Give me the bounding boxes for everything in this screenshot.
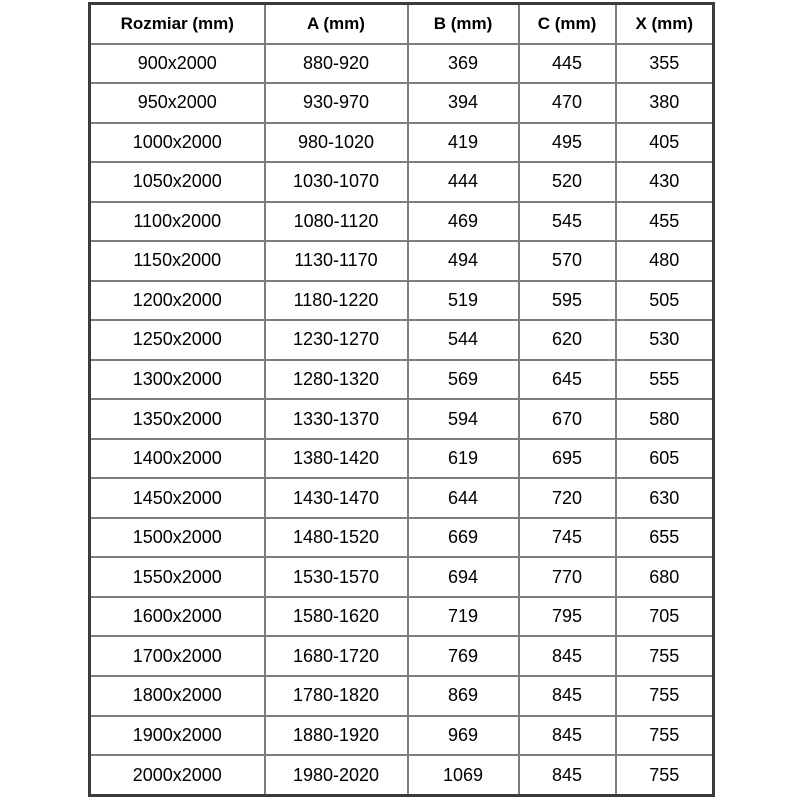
table-cell: 644 <box>408 478 519 518</box>
table-row <box>90 123 714 163</box>
table-cell: 770 <box>519 557 616 597</box>
table-cell: 2000x2000 <box>90 755 265 795</box>
table-cell: 594 <box>408 399 519 439</box>
table-cell: 1400x2000 <box>90 439 265 479</box>
table-row <box>90 557 714 597</box>
column-header: X (mm) <box>616 4 714 44</box>
table-cell: 544 <box>408 320 519 360</box>
table-cell: 845 <box>519 676 616 716</box>
table-cell: 1050x2000 <box>90 162 265 202</box>
table-cell: 430 <box>616 162 714 202</box>
table-cell: 845 <box>519 755 616 795</box>
table-cell: 405 <box>616 123 714 163</box>
table-cell: 1150x2000 <box>90 241 265 281</box>
table-cell: 1480-1520 <box>265 518 408 558</box>
table-cell: 394 <box>408 83 519 123</box>
table-cell: 570 <box>519 241 616 281</box>
table-cell: 1680-1720 <box>265 636 408 676</box>
table-row <box>90 755 714 795</box>
table-cell: 444 <box>408 162 519 202</box>
table-row <box>90 44 714 84</box>
table-cell: 795 <box>519 597 616 637</box>
table-body <box>90 44 714 796</box>
table-cell: 355 <box>616 44 714 84</box>
table-cell: 595 <box>519 281 616 321</box>
table-cell: 1100x2000 <box>90 202 265 242</box>
table-cell: 380 <box>616 83 714 123</box>
table-cell: 769 <box>408 636 519 676</box>
table-cell: 1200x2000 <box>90 281 265 321</box>
table-row <box>90 281 714 321</box>
table-cell: 980-1020 <box>265 123 408 163</box>
table-cell: 519 <box>408 281 519 321</box>
table-cell: 1380-1420 <box>265 439 408 479</box>
table-cell: 719 <box>408 597 519 637</box>
table-cell: 1800x2000 <box>90 676 265 716</box>
table-cell: 520 <box>519 162 616 202</box>
size-table-container <box>88 2 712 797</box>
table-cell: 580 <box>616 399 714 439</box>
table-cell: 755 <box>616 716 714 756</box>
table-row <box>90 518 714 558</box>
table-cell: 569 <box>408 360 519 400</box>
table-row <box>90 162 714 202</box>
table-cell: 745 <box>519 518 616 558</box>
table-row <box>90 202 714 242</box>
table-cell: 669 <box>408 518 519 558</box>
table-cell: 1300x2000 <box>90 360 265 400</box>
table-cell: 705 <box>616 597 714 637</box>
table-cell: 950x2000 <box>90 83 265 123</box>
table-row <box>90 360 714 400</box>
table-row <box>90 83 714 123</box>
table-row <box>90 716 714 756</box>
table-cell: 445 <box>519 44 616 84</box>
table-cell: 645 <box>519 360 616 400</box>
table-cell: 1580-1620 <box>265 597 408 637</box>
column-header: C (mm) <box>519 4 616 44</box>
table-cell: 1250x2000 <box>90 320 265 360</box>
table-cell: 845 <box>519 636 616 676</box>
table-cell: 555 <box>616 360 714 400</box>
table-cell: 1180-1220 <box>265 281 408 321</box>
table-row <box>90 676 714 716</box>
table-cell: 670 <box>519 399 616 439</box>
table-head <box>90 4 714 44</box>
table-cell: 505 <box>616 281 714 321</box>
table-cell: 900x2000 <box>90 44 265 84</box>
table-row <box>90 597 714 637</box>
table-cell: 480 <box>616 241 714 281</box>
table-cell: 930-970 <box>265 83 408 123</box>
table-cell: 470 <box>519 83 616 123</box>
table-cell: 755 <box>616 636 714 676</box>
table-cell: 620 <box>519 320 616 360</box>
table-cell: 419 <box>408 123 519 163</box>
table-cell: 630 <box>616 478 714 518</box>
table-row <box>90 399 714 439</box>
table-cell: 494 <box>408 241 519 281</box>
table-row <box>90 241 714 281</box>
table-row <box>90 439 714 479</box>
table-cell: 1080-1120 <box>265 202 408 242</box>
table-cell: 1430-1470 <box>265 478 408 518</box>
table-row <box>90 478 714 518</box>
table-cell: 1530-1570 <box>265 557 408 597</box>
table-cell: 1980-2020 <box>265 755 408 795</box>
table-row <box>90 636 714 676</box>
table-cell: 1700x2000 <box>90 636 265 676</box>
table-cell: 1280-1320 <box>265 360 408 400</box>
table-cell: 1130-1170 <box>265 241 408 281</box>
table-cell: 1780-1820 <box>265 676 408 716</box>
header-row <box>90 4 714 44</box>
table-cell: 495 <box>519 123 616 163</box>
table-cell: 469 <box>408 202 519 242</box>
table-cell: 605 <box>616 439 714 479</box>
table-cell: 1330-1370 <box>265 399 408 439</box>
table-cell: 880-920 <box>265 44 408 84</box>
table-cell: 1550x2000 <box>90 557 265 597</box>
table-cell: 695 <box>519 439 616 479</box>
column-header: B (mm) <box>408 4 519 44</box>
table-cell: 845 <box>519 716 616 756</box>
table-cell: 694 <box>408 557 519 597</box>
table-cell: 1000x2000 <box>90 123 265 163</box>
table-cell: 1880-1920 <box>265 716 408 756</box>
table-cell: 1230-1270 <box>265 320 408 360</box>
table-cell: 369 <box>408 44 519 84</box>
table-cell: 755 <box>616 676 714 716</box>
table-cell: 655 <box>616 518 714 558</box>
table-cell: 1900x2000 <box>90 716 265 756</box>
column-header: Rozmiar (mm) <box>90 4 265 44</box>
table-cell: 1030-1070 <box>265 162 408 202</box>
table-cell: 969 <box>408 716 519 756</box>
table-cell: 755 <box>616 755 714 795</box>
table-cell: 1450x2000 <box>90 478 265 518</box>
table-cell: 1600x2000 <box>90 597 265 637</box>
table-cell: 869 <box>408 676 519 716</box>
table-cell: 530 <box>616 320 714 360</box>
table-cell: 1500x2000 <box>90 518 265 558</box>
table-cell: 1350x2000 <box>90 399 265 439</box>
column-header: A (mm) <box>265 4 408 44</box>
table-cell: 680 <box>616 557 714 597</box>
table-cell: 545 <box>519 202 616 242</box>
table-cell: 1069 <box>408 755 519 795</box>
table-cell: 619 <box>408 439 519 479</box>
table-cell: 455 <box>616 202 714 242</box>
table-row <box>90 320 714 360</box>
table-cell: 720 <box>519 478 616 518</box>
size-table <box>88 2 715 797</box>
